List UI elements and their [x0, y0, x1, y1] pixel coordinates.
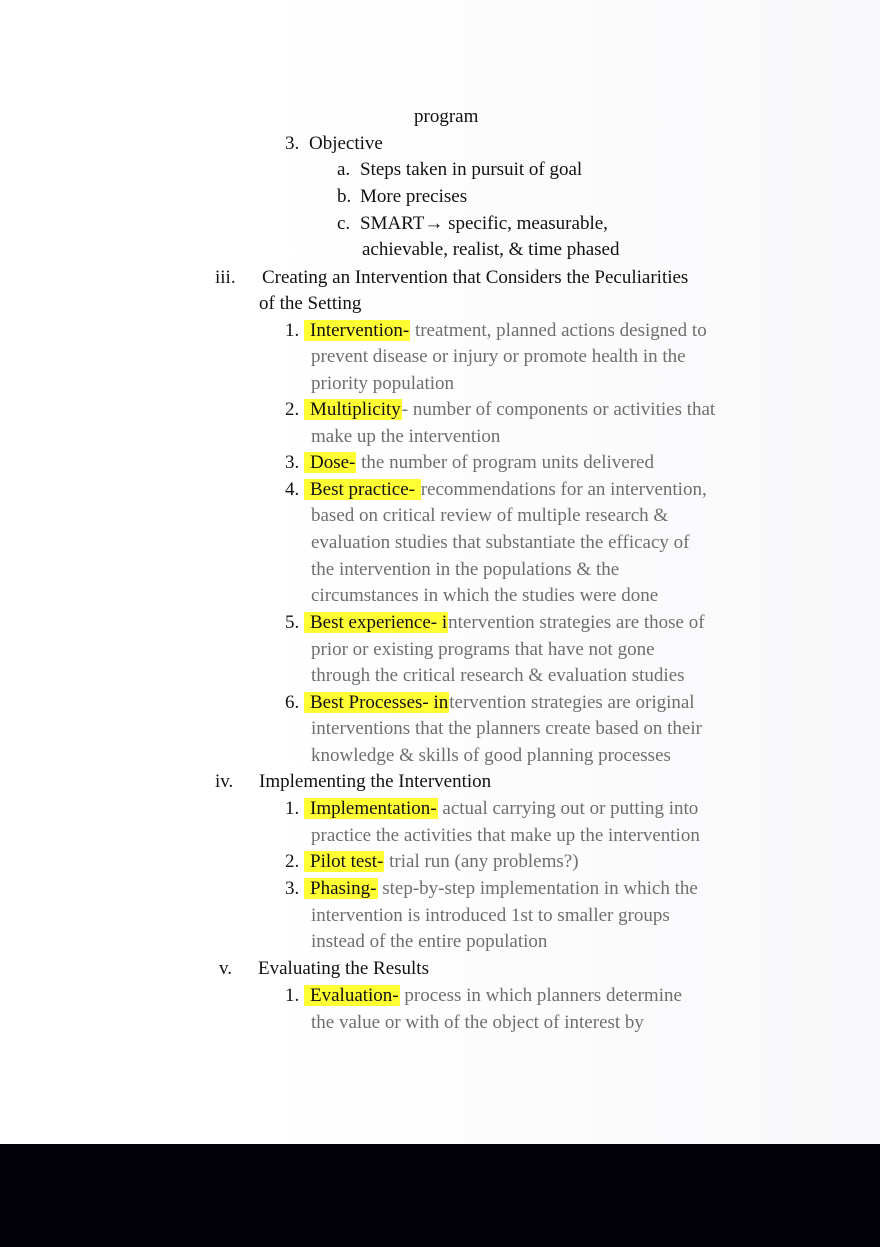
definition-text: make up the intervention [311, 426, 501, 447]
definition-item [285, 692, 695, 714]
highlighted-term: Best practice- [304, 479, 421, 500]
definition-item [285, 399, 715, 421]
list-number: 1. [285, 985, 300, 1006]
highlighted-term: Best experience- i [304, 612, 448, 633]
list-letter: b. [337, 186, 352, 207]
objective-item-continued: achievable, realist, & time phased [362, 239, 620, 260]
definition-text: practice the activities that make up the intervention [311, 825, 700, 846]
definition-text: interventions that the planners create based on their [311, 718, 702, 739]
highlighted-term: Evaluation- [304, 985, 400, 1006]
list-number: 2. [285, 851, 300, 872]
definition-text: recommendations for an intervention, [420, 479, 707, 500]
list-letter: c. [337, 213, 351, 234]
definition-item [285, 452, 654, 474]
definition-item [285, 878, 698, 900]
definition-item [285, 612, 705, 634]
definition-text: the intervention in the populations & the [311, 559, 620, 580]
definition-item [285, 851, 579, 873]
definition-text: actual carrying out or putting into [437, 798, 699, 819]
section-heading: Evaluating the Results [258, 958, 429, 979]
continuation-text: program [414, 106, 479, 127]
definition-text: ntervention strategies are those of [448, 612, 705, 633]
list-letter: a. [337, 159, 351, 180]
highlighted-term: Implementation- [304, 798, 438, 819]
list-number: 4. [285, 479, 300, 500]
definition-text: priority population [311, 373, 455, 394]
definition-item [285, 985, 682, 1007]
definition-text: treatment, planned actions designed to [410, 320, 707, 341]
list-number: 3. [285, 133, 300, 154]
definition-text: intervention is introduced 1st to smaller groups [311, 905, 670, 926]
section-heading: Implementing the Intervention [259, 771, 492, 792]
definition-item [285, 798, 698, 820]
definition-text: circumstances in which the studies were done [311, 585, 659, 606]
objective-item: More precises [360, 186, 468, 207]
definition-text: knowledge & skills of good planning processes [311, 745, 671, 766]
definition-text: process in which planners determine [399, 985, 682, 1006]
definition-item [285, 320, 707, 342]
bottom-black-bar [0, 1144, 880, 1247]
section-numeral: iii. [215, 267, 236, 288]
definition-text: based on critical review of multiple research & [311, 505, 669, 526]
highlighted-term: Pilot test- [304, 851, 384, 872]
section-heading-continued: of the Setting [259, 293, 362, 314]
list-number: 1. [285, 798, 300, 819]
definition-text: prevent disease or injury or promote health in the [311, 346, 686, 367]
objective-item: SMART→ specific, measurable, [360, 213, 608, 234]
definition-text: the value or with of the object of interest by [311, 1012, 644, 1033]
list-number: 6. [285, 692, 300, 713]
definition-text: step-by-step implementation in which the [377, 878, 698, 899]
list-number: 1. [285, 320, 300, 341]
highlighted-term: Dose- [304, 452, 356, 473]
objective-heading: Objective [309, 133, 383, 154]
section-numeral: iv. [215, 771, 234, 792]
highlighted-term: Multiplicity [304, 399, 402, 420]
definition-text: prior or existing programs that have not gone [311, 639, 655, 660]
section-numeral: v. [219, 958, 233, 979]
definition-item [285, 479, 707, 501]
definition-text: through the critical research & evaluation studies [311, 665, 685, 686]
section-heading: Creating an Intervention that Considers the Peculiarities [262, 267, 689, 288]
list-number: 5. [285, 612, 300, 633]
highlighted-term: Best Processes- in [304, 692, 449, 713]
list-number: 3. [285, 878, 300, 899]
definition-text: - number of components or activities that [401, 399, 716, 420]
highlighted-term: Intervention- [304, 320, 410, 341]
list-number: 2. [285, 399, 300, 420]
definition-text: instead of the entire population [311, 931, 548, 952]
objective-item: Steps taken in pursuit of goal [360, 159, 583, 180]
definition-text: trial run (any problems?) [384, 851, 579, 872]
definition-text: evaluation studies that substantiate the efficacy of [311, 532, 690, 553]
definition-text: tervention strategies are original [449, 692, 695, 713]
list-number: 3. [285, 452, 300, 473]
highlighted-term: Phasing- [304, 878, 378, 899]
definition-text: the number of program units delivered [356, 452, 654, 473]
